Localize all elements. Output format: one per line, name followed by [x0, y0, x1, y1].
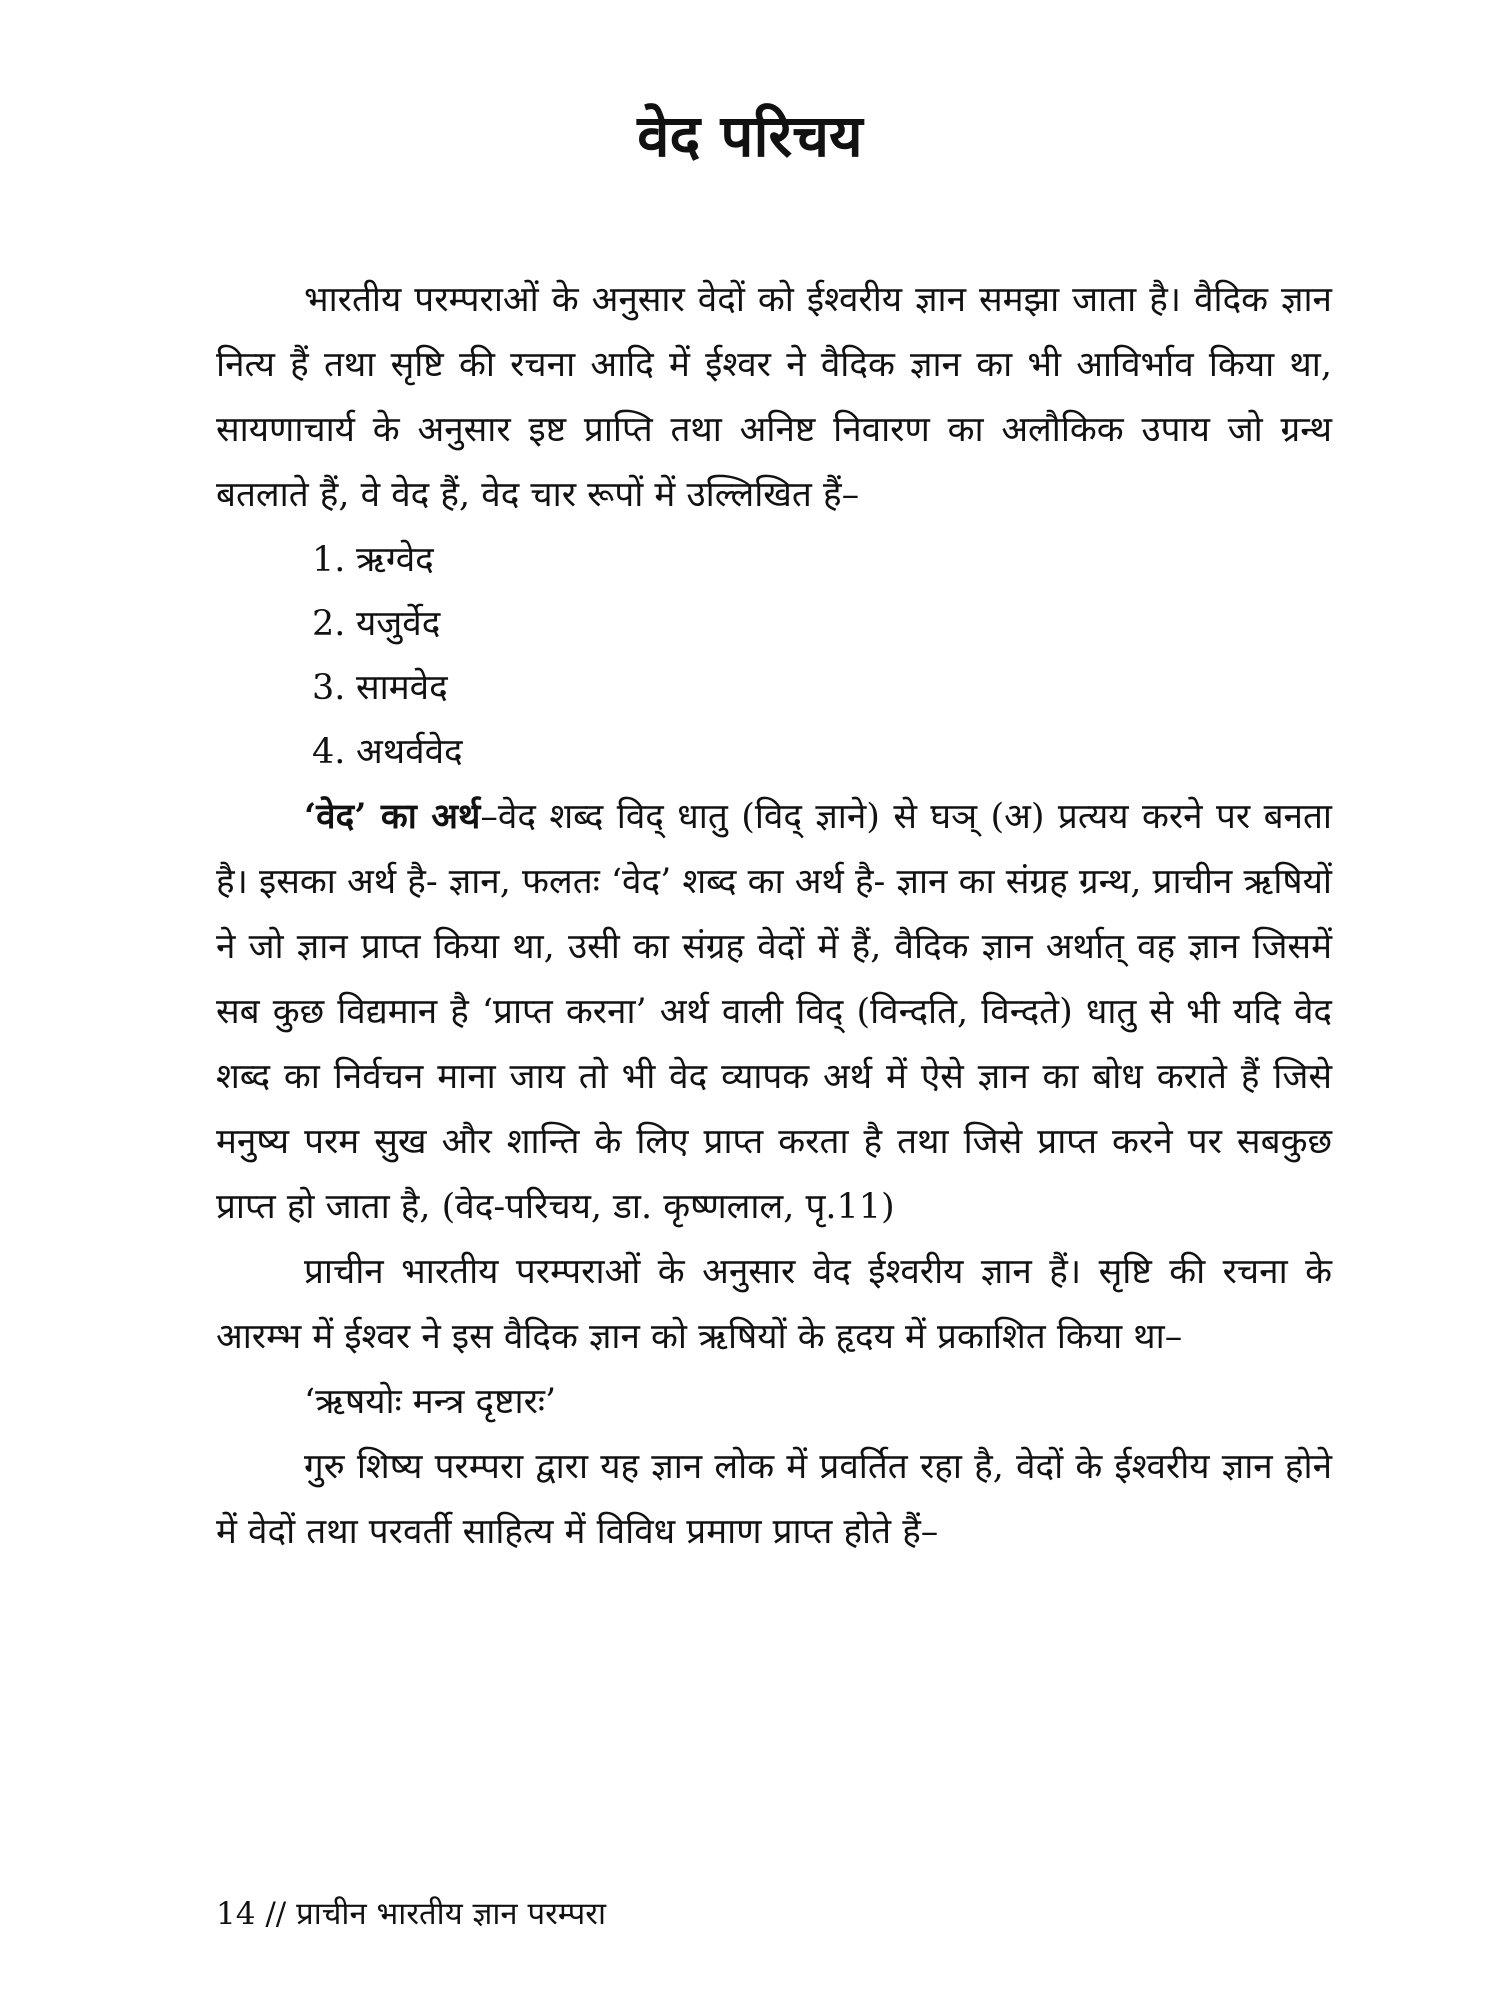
list-item	[216, 528, 1332, 592]
page-number: 14	[216, 1896, 256, 1932]
sanskrit-quote: ‘ऋषयोः मन्त्र दृष्टारः’	[304, 1382, 557, 1422]
list-item	[216, 656, 1332, 720]
meaning-text: –वेद शब्द विद् धातु (विद् ज्ञाने) से घञ् (अ) प्रत्यय करने पर बनता है। इसका अर्थ है- ज्ञान, फलतः ‘वेद’ शब्द का अर्थ है- ज्ञान का संग्रह ग्रन्थ, प्राचीन ऋषियों ने जो ज्ञान प्राप्त किया था, उसी का संग्रह वेदों में हैं, वैदिक ज्ञान अर्थात् वह ज्ञान जिसमें सब कुछ विद्यमान है ‘प्राप्त करना’ अर्थ वाली विद् (विन्दति, विन्दते) धातु से भी यदि वेद शब्द का निर्वचन माना जाय तो भी वेद व्यापक अर्थ में ऐसे ज्ञान का बोध कराते हैं जिसे मनुष्य परम सुख और शान्ति के लिए प्राप्त करता है तथा जिसे प्राप्त करने पर सबकुछ प्राप्त हो जाता है, (वेद-परिचय, डा. कृष्णलाल, पृ.11)	[216, 797, 1333, 1227]
list-item	[216, 592, 1332, 656]
list-text: सामवेद	[356, 668, 448, 708]
guru-paragraph: गुरु शिष्य परम्परा द्वारा यह ज्ञान लोक में प्रवर्तित रहा है, वेदों के ईश्वरीय ज्ञान होने में वेदों तथा परवर्ती साहित्य में विविध प्रमाण प्राप्त होते हैं–	[216, 1447, 1332, 1552]
meaning-heading: ‘वेद’ का अर्थ	[304, 796, 481, 837]
body-text	[216, 268, 1332, 1565]
list-number: 3.	[312, 668, 346, 708]
footer-separator: //	[265, 1896, 287, 1932]
page-footer	[216, 1894, 606, 1934]
page-title: वेद परिचय	[637, 102, 863, 170]
meaning-paragraph	[216, 784, 1332, 1240]
list-text: अथर्ववेद	[356, 732, 463, 772]
list-text: ऋग्वेद	[356, 540, 434, 580]
veda-list	[216, 528, 1332, 784]
list-item	[216, 720, 1332, 784]
intro-paragraph: भारतीय परम्पराओं के अनुसार वेदों को ईश्वरीय ज्ञान समझा जाता है। वैदिक ज्ञान नित्य हैं तथा सृष्टि की रचना आदि में ईश्वर ने वैदिक ज्ञान का भी आविर्भाव किया था, सायणाचार्य के अनुसार इष्ट प्राप्ति तथा अनिष्ट निवारण का अलौकिक उपाय जो ग्रन्थ बतलाते हैं, वे वेद हैं, वेद चार रूपों में उल्लिखित हैं–	[216, 280, 1332, 515]
list-number: 4.	[312, 732, 346, 772]
book-title: प्राचीन भारतीय ज्ञान परम्परा	[296, 1896, 606, 1932]
list-number: 1.	[312, 540, 346, 580]
list-number: 2.	[312, 604, 346, 644]
list-text: यजुर्वेद	[356, 604, 441, 644]
tradition-paragraph: प्राचीन भारतीय परम्पराओं के अनुसार वेद ईश्वरीय ज्ञान हैं। सृष्टि की रचना के आरम्भ में ईश्वर ने इस वैदिक ज्ञान को ऋषियों के हृदय में प्रकाशित किया था–	[216, 1252, 1332, 1357]
